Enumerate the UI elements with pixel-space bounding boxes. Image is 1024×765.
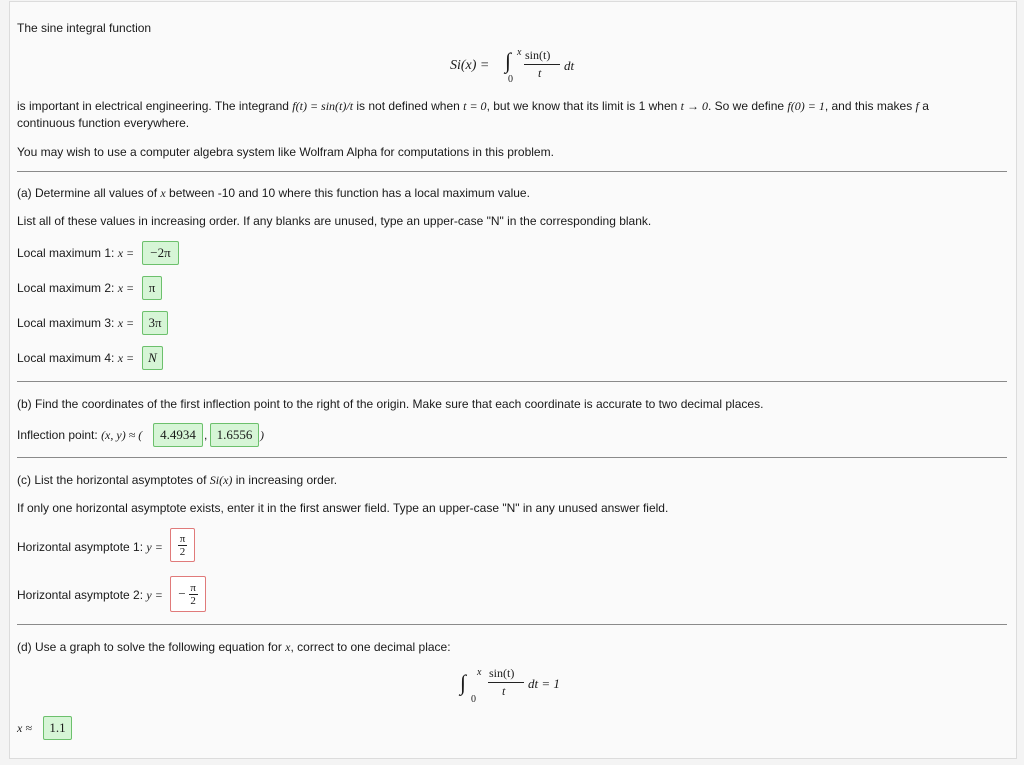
asymptote-2-eq: y =: [146, 588, 163, 602]
part-b-question: (b) Find the coordinates of the first inflection point to the right of the origin. Make sure that each coordinate is accurate to two decimal places.: [17, 397, 764, 411]
inflection-y-input[interactable]: 1.6556: [210, 423, 259, 447]
asymptote-1-den: 2: [179, 545, 186, 558]
intro-text-b: is not defined when: [353, 99, 464, 113]
coord-comma: ,: [204, 428, 208, 442]
divider: [17, 624, 1007, 625]
intro-cas-note: You may wish to use a computer algebra system like Wolfram Alpha for computations in this problem.: [17, 145, 554, 159]
part-d-q-post: , correct to one decimal place:: [290, 640, 451, 654]
int-lower: 0: [471, 694, 476, 705]
f-var: f: [915, 99, 919, 113]
inflection-eq: (x, y) ≈ (: [101, 428, 143, 442]
intro-text-d: . So we define: [708, 99, 788, 113]
equation-rhs: dt = 1: [528, 676, 560, 691]
part-c-q-fn: Si(x): [209, 473, 233, 487]
differential: dt: [564, 58, 575, 73]
integrand-def: f(t) = sin(t)/t: [292, 99, 354, 113]
local-max-3-input[interactable]: 3π: [142, 311, 168, 335]
part-c-q-post: in increasing order.: [232, 473, 338, 487]
asymptote-1-label: [17, 540, 163, 555]
integrand-num: sin(t): [489, 666, 515, 680]
local-max-2-text: Local maximum 2:: [17, 281, 118, 295]
divider: [17, 457, 1007, 458]
local-max-1-eq: x =: [117, 246, 135, 260]
si-lhs: Si(x) =: [450, 58, 490, 73]
local-max-4-input[interactable]: N: [142, 346, 163, 370]
intro-paragraph-line2: continuous function everywhere.: [17, 116, 190, 130]
asymptote-2-num: π: [190, 581, 196, 594]
intro-text-end: a: [918, 99, 929, 113]
local-max-1-label: [17, 246, 134, 261]
local-max-3-eq: x =: [117, 316, 135, 330]
asymptote-1-fraction: [178, 534, 187, 557]
divider: [17, 171, 1007, 172]
asymptote-1-num: π: [179, 532, 186, 545]
local-max-1-input[interactable]: −2π: [142, 241, 179, 265]
asymptote-2-input[interactable]: [170, 576, 206, 612]
local-max-2-input[interactable]: π: [142, 276, 162, 300]
local-max-4-text: Local maximum 4:: [17, 351, 118, 365]
part-c-question: [17, 473, 337, 488]
integrand-den: t: [502, 684, 506, 698]
inflection-label: [17, 428, 142, 443]
f-zero-def: f(0) = 1: [787, 99, 825, 113]
part-d-question: [17, 640, 451, 655]
divider: [17, 381, 1007, 382]
asymptote-2-label: [17, 588, 163, 603]
part-a-q-pre: (a) Determine all values of: [17, 186, 161, 200]
local-max-1-text: Local maximum 1:: [17, 246, 118, 260]
asymptote-2-text: Horizontal asymptote 2:: [17, 588, 147, 602]
int-upper: x: [517, 47, 522, 58]
local-max-4-eq: x =: [117, 351, 135, 365]
part-a-q-post: between -10 and 10 where this function has a local maximum value.: [165, 186, 530, 200]
asymptote-2-den: 2: [190, 594, 196, 607]
local-max-4-label: [17, 351, 134, 366]
asymptote-2-sign: −: [178, 586, 186, 601]
coord-close-paren: ): [260, 428, 264, 442]
intro-text-c: , but we know that its limit is 1 when: [486, 99, 681, 113]
local-max-2-label: [17, 281, 134, 296]
part-d-q-var: x: [285, 640, 291, 654]
part-c-instructions: If only one horizontal asymptote exists, enter it in the first answer field. Type an upper-case "N" in any unused answer field.: [17, 501, 669, 515]
asymptote-1-eq: y =: [146, 540, 163, 554]
part-a-instructions: List all of these values in increasing order. If any blanks are unused, type an upper-case "N" in the corresponding blank.: [17, 214, 652, 228]
intro-text-a: is important in electrical engineering. The integrand: [17, 99, 293, 113]
int-lower: 0: [508, 74, 513, 85]
inflection-x-input[interactable]: 4.4934: [153, 423, 203, 447]
fraction-bar: [524, 64, 560, 65]
part-a-q-var: x: [160, 186, 166, 200]
part-d-answer-input[interactable]: 1.1: [43, 716, 72, 740]
intro-title: The sine integral function: [17, 21, 152, 35]
part-d-q-pre: (d) Use a graph to solve the following equation for: [17, 640, 286, 654]
t-limit: t → 0: [680, 99, 708, 113]
integrand-num: sin(t): [525, 48, 551, 62]
part-a-question: [17, 186, 530, 201]
part-c-q-pre: (c) List the horizontal asymptotes of: [17, 473, 210, 487]
asymptote-2-fraction: [189, 583, 198, 606]
intro-text-e: , and this makes: [824, 99, 916, 113]
integral-sign: ∫: [460, 670, 467, 695]
integrand-den: t: [538, 66, 542, 80]
intro-paragraph: [17, 99, 929, 114]
asymptote-1-text: Horizontal asymptote 1:: [17, 540, 147, 554]
asymptote-1-input[interactable]: [170, 528, 195, 562]
int-upper: x: [477, 667, 482, 678]
local-max-3-label: [17, 316, 134, 331]
part-d-answer-label: x ≈: [17, 721, 32, 735]
local-max-3-text: Local maximum 3:: [17, 316, 118, 330]
integral-sign: ∫: [505, 48, 512, 73]
inflection-text: Inflection point:: [17, 428, 102, 442]
local-max-2-eq: x =: [117, 281, 135, 295]
fraction-bar: [488, 682, 524, 683]
t-zero: t = 0: [463, 99, 487, 113]
